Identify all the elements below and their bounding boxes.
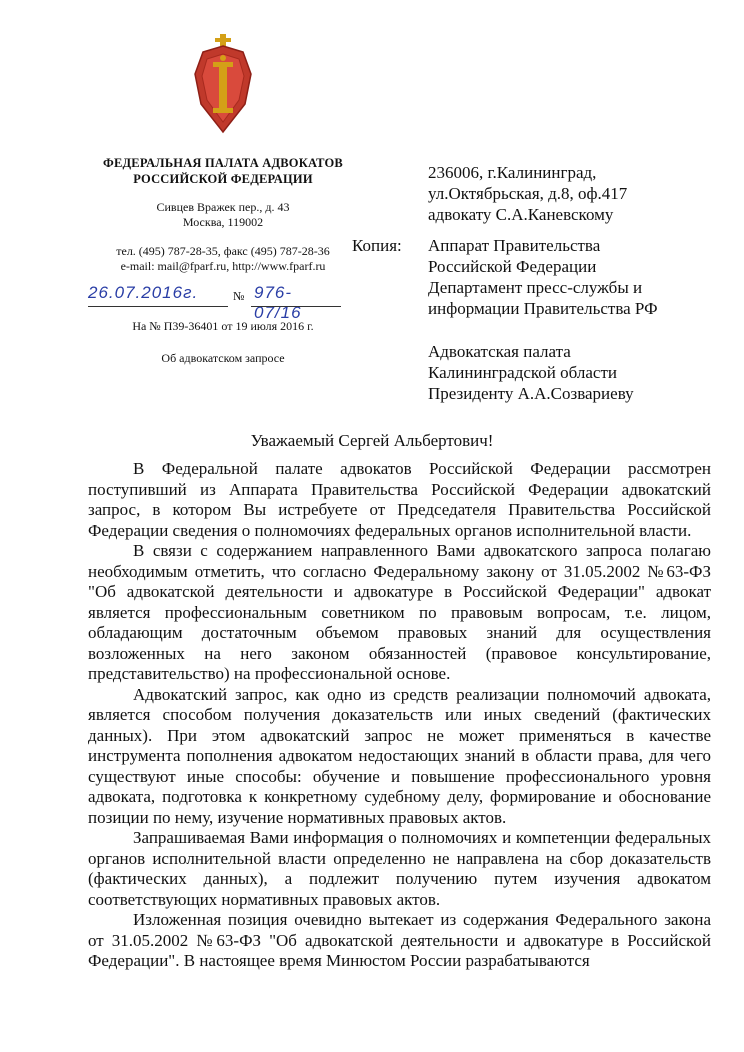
- recipient-line: Российской Федерации: [428, 257, 597, 276]
- recipient-line: Президенту А.А.Созвариеву: [428, 384, 634, 403]
- phone-fax: тел. (495) 787-28-35, факс (495) 787-28-36: [116, 244, 330, 258]
- organization-name: [68, 155, 378, 187]
- address-line: Сивцев Вражек пер., д. 43: [156, 200, 290, 214]
- copy-recipient-government: [428, 235, 728, 319]
- recipient-line: 236006, г.Калининград,: [428, 163, 597, 182]
- body-paragraph: В связи с содержанием направленного Вами адвокатского запроса полагаю необходимым отметить, что согласно Федеральному закону от 31.05.2002 №63-ФЗ "Об адвокатской деятельности и адвокатуре в Российской Федерации" адвокат является профессиональным советником по правовым вопросам, т.е. лицом, обладающим достаточным объемом правовых знаний для осуществления возложенных на него законом обязанностей (правовое консультирование, представительство) на профессиональной основе.: [88, 541, 711, 683]
- recipient-line: адвокату С.А.Каневскому: [428, 205, 614, 224]
- outgoing-registration: [88, 283, 338, 322]
- number-underline: [251, 306, 341, 307]
- org-name-line: ФЕДЕРАЛЬНАЯ ПАЛАТА АДВОКАТОВ: [103, 156, 343, 170]
- body-paragraph: Изложенная позиция очевидно вытекает из содержания Федерального закона от 31.05.2002 №63-ФЗ "Об адвокатской деятельности и адвокатуре в Российской Федерации". В настоящее время Минюстом России разрабатываются: [88, 910, 711, 970]
- body-paragraph: Запрашиваемая Вами информация о полномочиях и компетенции федеральных органов исполнительной власти определенно не направлена на сбор доказательств (фактических данных), а подлежит получению путем изучения адвокатом соответствующих нормативных правовых актов.: [88, 828, 711, 909]
- reference-line: На № П39-36401 от 19 июля 2016 г.: [132, 319, 314, 333]
- date-underline: [88, 306, 228, 307]
- recipient-line: Департамент пресс-службы и: [428, 278, 643, 297]
- handwritten-date: 26.07.2016г.: [88, 283, 199, 302]
- copy-recipient-bar-chamber: [428, 341, 728, 404]
- recipient-line: Адвокатская палата: [428, 342, 571, 361]
- body-paragraph: Адвокатский запрос, как одно из средств реализации полномочий адвоката, является способом получения доказательств или иных сведений (фактических данных). При этом адвокатский запрос не может применяться в качестве инструмента пополнения адвокатом недостающих знаний в области права, для чего существуют иные способы: обучение и повышение профессионального уровня адвоката, подготовка к конкретному судебному делу, формирование и обоснование позиции по нему, изучение нормативных правовых актов.: [88, 684, 711, 827]
- letter-subject: Об адвокатском запросе: [161, 351, 285, 365]
- greeting: Уважаемый Сергей Альбертович!: [250, 431, 494, 450]
- handwritten-number: 976-07/16: [254, 283, 302, 322]
- body-paragraph: В Федеральной палате адвокатов Российской Федерации рассмотрен поступивший из Аппарата Правительства Российской Федерации адвокатский запрос, в котором Вы истребуете от Председателя Правительства Российской Федерации сведения о полномочиях федеральных органов исполнительной власти.: [88, 459, 711, 540]
- recipient-line: Калининградской области: [428, 363, 617, 382]
- organization-address: [68, 200, 378, 230]
- recipient-line: ул.Октябрьская, д.8, оф.417: [428, 184, 628, 203]
- organization-contacts: [68, 244, 378, 274]
- recipient-line: Аппарат Правительства: [428, 236, 601, 255]
- recipient-line: информации Правительства РФ: [428, 299, 658, 318]
- main-recipient: [428, 162, 728, 225]
- number-sign: №: [233, 289, 245, 303]
- copy-label: Копия:: [352, 236, 402, 255]
- org-name-line: РОССИЙСКОЙ ФЕДЕРАЦИИ: [133, 172, 313, 186]
- letter-body: [88, 459, 711, 972]
- email-website: e-mail: mail@fparf.ru, http://www.fparf.ru: [120, 259, 326, 273]
- bar-association-emblem-icon: [193, 34, 253, 136]
- address-line: Москва, 119002: [182, 215, 264, 229]
